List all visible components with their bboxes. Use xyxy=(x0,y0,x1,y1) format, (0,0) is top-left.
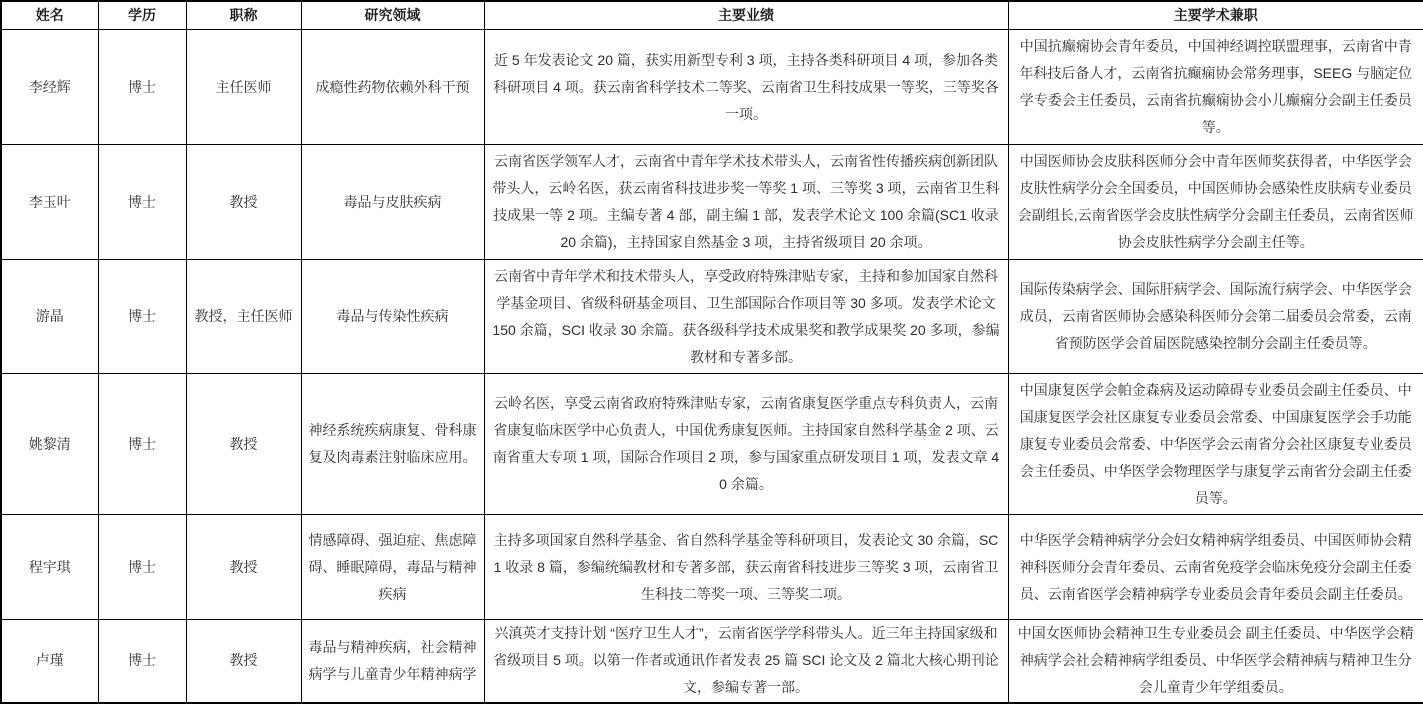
cell-degree: 博士 xyxy=(98,30,186,145)
cell-title: 教授 xyxy=(186,374,301,515)
cell-field: 毒品与皮肤疾病 xyxy=(301,145,484,260)
table-header-row xyxy=(1,1,1423,30)
cell-positions: 中国医师协会皮肤科医师分会中青年医师奖获得者，中华医学会皮肤性病学分会全国委员，中国医师协会感染性皮肤病专业委员会副组长,云南省医学会皮肤性病学分会副主任委员，云南省医师协会皮肤性病学分会副主任等。 xyxy=(1008,145,1423,260)
cell-achievements: 云南省中青年学术和技术带头人，享受政府特殊津贴专家，主持和参加国家自然科学基金项目、省级科研基金项目、卫生部国际合作项目等 30 多项。发表学术论文 150 余篇，SCI 收录 30 余篇。获各级科学技术成果奖和教学成果奖 20 多项，参编教材和专著多部。 xyxy=(484,260,1008,374)
header-cell-degree: 学历 xyxy=(98,1,186,30)
cell-degree: 博士 xyxy=(98,260,186,374)
cell-positions: 中华医学会精神病学分会妇女精神病学组委员、中国医师协会精神科医师分会青年委员、云南省免疫学会临床免疫分会副主任委员、云南省医学会精神病学专业委员会青年委员会副主任委员。 xyxy=(1008,515,1423,620)
table-row xyxy=(1,260,1423,374)
cell-positions: 中国康复医学会帕金森病及运动障碍专业委员会副主任委员、中国康复医学会社区康复专业委员会常委、中国康复医学会手功能康复专业委员会常委、中华医学会云南省分会社区康复专业委员会主任委员、中华医学会物理医学与康复学云南省分会副主任委员等。 xyxy=(1008,374,1423,515)
cell-name: 李玉叶 xyxy=(1,145,98,260)
cell-title: 教授 xyxy=(186,620,301,703)
header-cell-name: 姓名 xyxy=(1,1,98,30)
cell-name: 姚黎清 xyxy=(1,374,98,515)
cell-title: 教授 xyxy=(186,515,301,620)
cell-name: 李经辉 xyxy=(1,30,98,145)
cell-degree: 博士 xyxy=(98,515,186,620)
cell-achievements: 云岭名医，享受云南省政府特殊津贴专家，云南省康复医学重点专科负责人，云南省康复临床医学中心负责人，中国优秀康复医师。主持国家自然科学基金 2 项、云南省重大专项 1 项，国际合作项目 2 项，参与国家重点研发项目 1 项，发表文章 40 余篇。 xyxy=(484,374,1008,515)
table-row xyxy=(1,145,1423,260)
cell-name: 游晶 xyxy=(1,260,98,374)
header-cell-field: 研究领域 xyxy=(301,1,484,30)
header-cell-positions: 主要学术兼职 xyxy=(1008,1,1423,30)
cell-achievements: 兴滇英才支持计划 “医疗卫生人才”，云南省医学学科带头人。近三年主持国家级和省级项目 5 项。以第一作者或通讯作者发表 25 篇 SCI 论文及 2 篇北大核心期刊论文，参编专著一部。 xyxy=(484,620,1008,703)
cell-name: 程宇琪 xyxy=(1,515,98,620)
cell-field: 神经系统疾病康复、骨科康复及肉毒素注射临床应用。 xyxy=(301,374,484,515)
table-row xyxy=(1,374,1423,515)
table-row xyxy=(1,30,1423,145)
cell-positions: 中国女医师协会精神卫生专业委员会 副主任委员、中华医学会精神病学会社会精神病学组委员、中华医学会精神病与精神卫生分会儿童青少年学组委员。 xyxy=(1008,620,1423,703)
cell-title: 教授 xyxy=(186,145,301,260)
cell-degree: 博士 xyxy=(98,374,186,515)
table-row xyxy=(1,620,1423,703)
cell-field: 毒品与精神疾病，社会精神病学与儿童青少年精神病学 xyxy=(301,620,484,703)
cell-field: 成瘾性药物依赖外科干预 xyxy=(301,30,484,145)
header-cell-achievements: 主要业绩 xyxy=(484,1,1008,30)
cell-field: 情感障碍、强迫症、焦虑障碍、睡眠障碍，毒品与精神疾病 xyxy=(301,515,484,620)
cell-field: 毒品与传染性疾病 xyxy=(301,260,484,374)
cell-achievements: 近 5 年发表论文 20 篇，获实用新型专利 3 项，主持各类科研项目 4 项，参加各类科研项目 4 项。获云南省科学技术二等奖、云南省卫生科技成果一等奖，三等奖各一项。 xyxy=(484,30,1008,145)
cell-achievements: 云南省医学领军人才，云南省中青年学术技术带头人，云南省性传播疾病创新团队带头人，云岭名医，获云南省科技进步奖一等奖 1 项、三等奖 3 项，云南省卫生科技成果一等 2 项。主编专著 4 部，副主编 1 部，发表学术论文 100 余篇(SC1 收录 20 余篇)，主持国家自然基金 3 项，主持省级项目 20 余项。 xyxy=(484,145,1008,260)
cell-degree: 博士 xyxy=(98,620,186,703)
header-cell-title: 职称 xyxy=(186,1,301,30)
cell-degree: 博士 xyxy=(98,145,186,260)
cell-positions: 国际传染病学会、国际肝病学会、国际流行病学会、中华医学会成员，云南省医师协会感染科医师分会第二届委员会常委，云南省预防医学会首届医院感染控制分会副主任委员等。 xyxy=(1008,260,1423,374)
cell-title: 主任医师 xyxy=(186,30,301,145)
cell-title: 教授，主任医师 xyxy=(186,260,301,374)
table-row xyxy=(1,515,1423,620)
cell-achievements: 主持多项国家自然科学基金、省自然科学基金等科研项目，发表论文 30 余篇，SC1 收录 8 篇，参编统编教材和专著多部，获云南省科技进步三等奖 3 项，云南省卫生科技二等奖一项、三等奖二项。 xyxy=(484,515,1008,620)
cell-positions: 中国抗癫痫协会青年委员，中国神经调控联盟理事，云南省中青年科技后备人才，云南省抗癫痫协会常务理事，SEEG 与脑定位学专委会主任委员，云南省抗癫痫协会小儿癫痫分会副主任委员等。 xyxy=(1008,30,1423,145)
cell-name: 卢瑾 xyxy=(1,620,98,703)
